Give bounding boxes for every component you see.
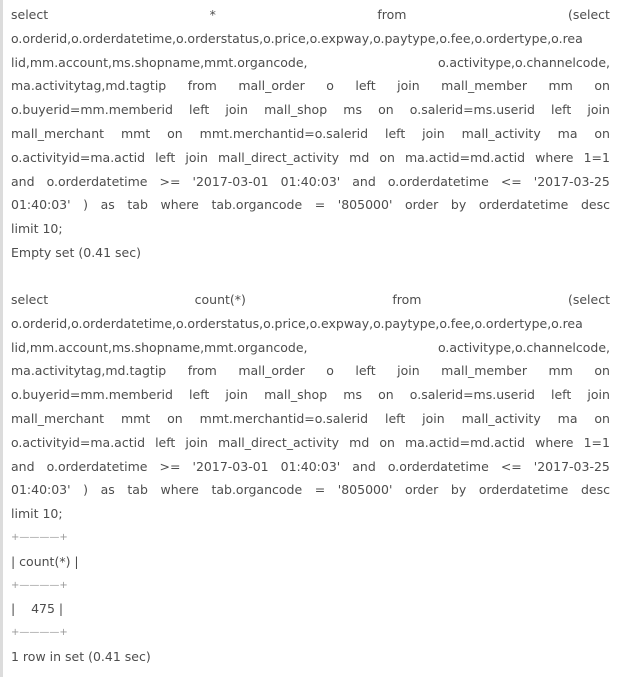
sql-token: ma.actid=md.actid xyxy=(404,149,526,165)
sql-token: join xyxy=(185,149,208,165)
sql-line xyxy=(11,98,610,122)
sql-token: o.orderdatetime xyxy=(387,173,489,189)
sql-token: o.activityid=ma.actid xyxy=(11,149,146,165)
sql-token: o.activityid=ma.actid xyxy=(11,434,146,450)
sql-token: md xyxy=(349,149,370,165)
sql-token: mall_direct_activity xyxy=(217,434,340,450)
sql-token: mmt xyxy=(120,126,151,141)
sql-token: lid,mm.account,ms.shopname,mmt.organcode, xyxy=(11,54,308,70)
sql-token: left xyxy=(155,149,176,165)
sql-token: and xyxy=(352,173,376,189)
sql-line xyxy=(11,74,610,98)
sql-token: join xyxy=(587,102,610,118)
sql-token: where xyxy=(160,197,199,213)
sql-token: ma xyxy=(557,126,578,141)
sql-token: o.orderdatetime xyxy=(46,458,148,474)
sql-token: left xyxy=(155,434,176,450)
sql-line xyxy=(11,3,610,27)
sql-token: on xyxy=(167,411,183,426)
sql-line xyxy=(11,359,610,383)
sql-token: o.activitype,o.channelcode, xyxy=(437,339,610,355)
sql-token: on xyxy=(378,102,394,118)
sql-token: join xyxy=(397,363,420,379)
sql-line xyxy=(11,122,610,146)
sql-token: ) xyxy=(83,197,89,213)
sql-token: o.orderid,o.orderdatetime,o.orderstatus,o.price,o.expway,o.paytype,o.fee,o.ordertype,o.rea xyxy=(11,315,583,331)
sql-token: tab.organcode xyxy=(211,197,303,213)
sql-line xyxy=(11,288,610,312)
sql-token: select xyxy=(11,292,49,307)
sql-token: and xyxy=(352,458,376,474)
sql-token: o.orderdatetime xyxy=(46,173,148,189)
sql-token: 01:40:03' xyxy=(11,197,71,213)
result-table-header-text: | count(*) | xyxy=(11,553,79,569)
result-text: 1 row in set (0.41 sec) xyxy=(11,649,151,664)
sql-token: >= xyxy=(159,458,181,474)
sql-token: '2017-03-25 xyxy=(533,458,610,474)
sql-token: and xyxy=(11,458,35,474)
sql-token: limit 10; xyxy=(11,221,63,237)
sql-token: ms xyxy=(343,387,362,403)
sql-token: left xyxy=(384,126,406,141)
sql-token: join xyxy=(185,434,208,450)
sql-token: count(*) xyxy=(194,292,246,307)
sql-token: orderdatetime xyxy=(478,482,569,498)
sql-token: * xyxy=(209,7,216,22)
sql-token: left xyxy=(189,387,210,403)
sql-token: o.orderid,o.orderdatetime,o.orderstatus,o.price,o.expway,o.paytype,o.fee,o.ordertype,o.rea xyxy=(11,30,583,46)
sql-token: join xyxy=(422,411,445,426)
sql-token: left xyxy=(355,363,376,379)
sql-token: o.activitype,o.channelcode, xyxy=(437,54,610,70)
result-table-border-text: +————+ xyxy=(11,532,68,543)
sql-token: mall_merchant xyxy=(11,411,105,426)
sql-token: o.buyerid=mm.memberid xyxy=(11,387,173,403)
sql-token: ) xyxy=(83,482,89,498)
sql-token: by xyxy=(450,482,467,498)
sql-token: as xyxy=(100,197,115,213)
sql-line xyxy=(11,336,610,360)
sql-line xyxy=(11,146,610,170)
result-text: Empty set (0.41 sec) xyxy=(11,245,141,260)
sql-token: desc xyxy=(580,482,610,498)
sql-token: mall_merchant xyxy=(11,126,105,141)
sql-token: 1=1 xyxy=(583,434,610,450)
result-table-header xyxy=(11,550,610,574)
sql-token: lid,mm.account,ms.shopname,mmt.organcode, xyxy=(11,339,308,355)
sql-token: orderdatetime xyxy=(478,197,569,213)
sql-token: desc xyxy=(580,197,610,213)
sql-token: mall_member xyxy=(441,363,527,379)
result-table-border xyxy=(11,621,610,645)
sql-token: ma.actid=md.actid xyxy=(404,434,526,450)
sql-token: 01:40:03' xyxy=(11,482,71,498)
sql-line xyxy=(11,478,610,502)
sql-token: on xyxy=(379,434,395,450)
sql-token: where xyxy=(535,149,574,165)
sql-token: '2017-03-01 xyxy=(192,458,269,474)
sql-token: '805000' xyxy=(337,197,393,213)
sql-token: and xyxy=(11,173,35,189)
sql-token: left xyxy=(189,102,210,118)
sql-line xyxy=(11,170,610,194)
sql-token: left xyxy=(384,411,406,426)
result-table-value xyxy=(11,597,610,621)
sql-token: mmt xyxy=(120,411,151,426)
result-table-border xyxy=(11,526,610,550)
sql-token: mmt.merchantid=o.salerid xyxy=(199,126,369,141)
sql-token: left xyxy=(355,78,376,94)
sql-token: ma.activitytag,md.tagtip xyxy=(11,363,167,379)
sql-token: where xyxy=(535,434,574,450)
sql-token: '2017-03-01 xyxy=(192,173,269,189)
sql-token: md xyxy=(349,434,370,450)
left-rule xyxy=(0,0,3,677)
sql-token: as xyxy=(100,482,115,498)
sql-token: o xyxy=(326,363,334,379)
sql-token: join xyxy=(587,387,610,403)
sql-token: 01:40:03' xyxy=(280,173,341,189)
sql-token: from xyxy=(377,7,407,22)
sql-token: mall_shop xyxy=(264,102,328,118)
sql-token: '2017-03-25 xyxy=(533,173,610,189)
sql-token: mm xyxy=(548,78,573,94)
sql-token: >= xyxy=(159,173,181,189)
sql-token: mall_order xyxy=(238,78,305,94)
sql-token: 01:40:03' xyxy=(280,458,341,474)
sql-token: on xyxy=(594,78,610,94)
sql-line-tail xyxy=(11,217,610,241)
sql-token: join xyxy=(397,78,420,94)
sql-token: tab xyxy=(127,197,148,213)
sql-token: o xyxy=(326,78,334,94)
sql-line-tail xyxy=(11,502,610,526)
sql-token: mall_activity xyxy=(461,126,541,141)
sql-token: where xyxy=(160,482,199,498)
sql-line xyxy=(11,431,610,455)
sql-token: select xyxy=(11,7,49,22)
sql-token: on xyxy=(167,126,183,141)
result-status xyxy=(11,645,610,669)
sql-token: <= xyxy=(500,458,522,474)
sql-token: o.buyerid=mm.memberid xyxy=(11,102,173,118)
sql-line xyxy=(11,455,610,479)
sql-token: join xyxy=(422,126,445,141)
sql-line xyxy=(11,27,610,51)
sql-token: mm xyxy=(548,363,573,379)
sql-line xyxy=(11,312,610,336)
sql-token: mall_activity xyxy=(461,411,541,426)
result-status xyxy=(11,241,610,265)
sql-token: ma xyxy=(557,411,578,426)
sql-token: mmt.merchantid=o.salerid xyxy=(199,411,369,426)
sql-token: ms xyxy=(343,102,362,118)
result-table-border-text: +————+ xyxy=(11,579,68,591)
sql-token: <= xyxy=(500,173,522,189)
sql-token: on xyxy=(594,363,610,379)
sql-token: = xyxy=(314,482,326,498)
sql-token: from xyxy=(392,292,422,307)
sql-token: from xyxy=(187,363,217,379)
sql-token: join xyxy=(225,387,248,403)
sql-token: from xyxy=(187,78,217,94)
sql-line xyxy=(11,51,610,75)
sql-token: tab xyxy=(127,482,148,498)
sql-token: order xyxy=(404,482,439,498)
sql-token: limit 10; xyxy=(11,506,63,522)
sql-token: = xyxy=(314,197,326,213)
sql-token: ma.activitytag,md.tagtip xyxy=(11,78,167,94)
sql-token: mall_direct_activity xyxy=(217,149,340,165)
sql-token: left xyxy=(551,387,572,403)
sql-token: mall_member xyxy=(441,78,527,94)
sql-token: on xyxy=(378,387,394,403)
sql-token: on xyxy=(594,126,610,141)
sql-token: on xyxy=(379,149,395,165)
sql-token: order xyxy=(404,197,439,213)
result-table-border-text: +————+ xyxy=(11,627,68,639)
sql-token: o.orderdatetime xyxy=(387,458,489,474)
sql-token: (select xyxy=(567,292,610,307)
sql-line xyxy=(11,193,610,217)
result-table-value-text: | 475 | xyxy=(11,601,64,617)
sql-token: on xyxy=(594,411,610,426)
sql-token: mall_order xyxy=(238,363,305,379)
sql-token: '805000' xyxy=(337,482,393,498)
sql-line xyxy=(11,407,610,431)
sql-token: (select xyxy=(567,7,610,22)
sql-token: by xyxy=(450,197,467,213)
sql-token: mall_shop xyxy=(264,387,328,403)
sql-token: o.salerid=ms.userid xyxy=(409,102,535,118)
sql-line xyxy=(11,383,610,407)
result-table-border xyxy=(11,574,610,598)
sql-token: join xyxy=(225,102,248,118)
sql-token: tab.organcode xyxy=(211,482,303,498)
sql-token: o.salerid=ms.userid xyxy=(409,387,535,403)
sql-token: 1=1 xyxy=(583,149,610,165)
sql-token: left xyxy=(551,102,572,118)
